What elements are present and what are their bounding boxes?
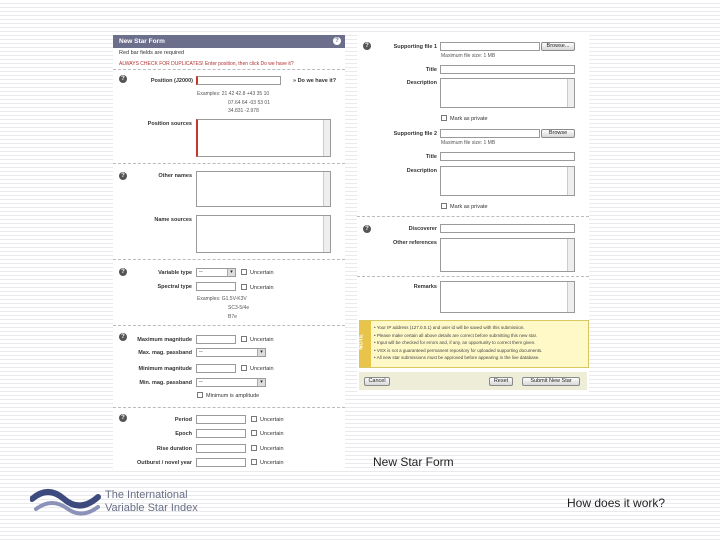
browse-button-1[interactable]: Browse... [541,42,575,51]
remarks-textarea[interactable] [440,281,575,313]
separator [113,259,345,260]
separator [357,216,589,217]
supporting-file-2-input[interactable] [440,129,540,138]
note-tab-label: NOTE [358,334,365,350]
left-form-panel [113,33,345,468]
help-icon[interactable]: ? [363,225,371,233]
help-icon[interactable]: ? [363,42,371,50]
note-item: • Input will be checked for errors and, if any, an opportunity to correct them given. [374,340,536,346]
help-icon[interactable]: ? [119,75,127,83]
max-mag-passband-select[interactable] [196,348,266,357]
description-label-1: Description [406,80,437,86]
duplicate-warning: ALWAYS CHECK FOR DUPLICATES! Enter position, then click Do we have it? [119,61,294,67]
min-mag-passband-select[interactable] [196,378,266,387]
submit-new-star-button[interactable]: Submit New Star [522,377,580,386]
min-magnitude-input[interactable] [196,364,236,373]
spectral-type-uncertain-checkbox[interactable] [241,284,247,290]
min-is-amplitude-label: Minimum is amplitude [206,393,260,399]
rise-duration-input[interactable] [196,444,246,453]
logo-text-line-1: The International [105,489,188,501]
reset-button[interactable]: Reset [489,377,513,386]
uncertain-label: Uncertain [260,446,284,452]
outburst-uncertain-checkbox[interactable] [251,459,257,465]
max-magnitude-label: Maximum magnitude [137,337,192,343]
max-mag-passband-label: Max. mag. passband [138,350,192,356]
discoverer-label: Discoverer [408,226,437,232]
separator [113,69,345,70]
mark-private-checkbox-2[interactable] [441,203,447,209]
vsx-logo [30,486,230,520]
other-references-textarea[interactable] [440,238,575,272]
note-tab [360,321,371,367]
uncertain-label: Uncertain [250,366,274,372]
separator [113,407,345,408]
form-title-bar [113,35,345,48]
supporting-file-1-label: Supporting file 1 [393,44,437,50]
browse-button-2[interactable]: Browse [541,129,575,138]
help-icon[interactable]: ? [119,172,127,180]
cancel-button[interactable]: Cancel [364,377,390,386]
epoch-uncertain-checkbox[interactable] [251,430,257,436]
help-icon[interactable]: ? [119,268,127,276]
required-info: Red bar fields are required [119,50,185,56]
variable-type-select[interactable] [196,268,236,277]
uncertain-label: Uncertain [260,417,284,423]
max-file-size-1: Maximum file size: 1 MB [441,53,496,59]
uncertain-label: Uncertain [260,431,284,437]
position-input[interactable] [196,76,281,85]
do-we-have-it-link[interactable]: » Do we have it? [293,78,337,84]
uncertain-label: Uncertain [250,270,274,276]
epoch-label: Epoch [175,431,192,437]
supporting-file-1-input[interactable] [440,42,540,51]
max-mag-uncertain-checkbox[interactable] [241,336,247,342]
note-list [374,324,542,362]
description-label-2: Description [406,168,437,174]
note-box [359,320,589,368]
max-mag-passband-value: -- [199,349,203,355]
spectral-example-1: Examples: G1.5V-K3V [197,296,247,302]
description-textarea-2[interactable] [440,166,575,196]
uncertain-label: Uncertain [250,337,274,343]
spectral-type-label: Spectral type [157,284,192,290]
variable-type-label: Variable type [158,270,192,276]
separator [113,163,345,164]
how-does-it-work-text: How does it work? [567,496,666,510]
mark-private-label: Mark as private [450,116,488,122]
name-sources-textarea[interactable] [196,215,331,253]
other-names-textarea[interactable] [196,171,331,207]
note-item: • All new star submissions must be approved before appearing in the live database. [374,355,540,361]
uncertain-label: Uncertain [260,460,284,466]
other-names-label: Other names [158,173,192,179]
max-file-size-2: Maximum file size: 1 MB [441,140,496,146]
description-textarea-1[interactable] [440,78,575,108]
outburst-label: Outburst / novel year [136,460,192,466]
vsx-logo-mark-icon [30,487,102,517]
separator [113,325,345,326]
position-sources-textarea[interactable] [196,119,331,157]
title-label-2: Title [425,154,437,160]
min-mag-passband-value: -- [199,379,203,385]
supporting-file-2-label: Supporting file 2 [393,131,437,137]
position-example-1: Examples: 21 42 42.8 +43 35 10 [197,91,270,97]
uncertain-label: Uncertain [250,285,274,291]
form-help-icon[interactable]: ? [333,37,341,45]
spectral-example-3: B7e [228,314,237,320]
help-icon[interactable]: ? [119,333,127,341]
min-is-amplitude-checkbox[interactable] [197,392,203,398]
position-sources-label: Position sources [147,121,192,127]
note-item: • Your IP address (127.0.0.1) and user id will be saved with this submission. [374,325,525,330]
name-sources-label: Name sources [154,217,192,223]
form-title: New Star Form [119,38,165,45]
period-uncertain-checkbox[interactable] [251,416,257,422]
help-icon[interactable]: ? [119,414,127,422]
chevron-down-icon: ▾ [227,269,235,276]
position-example-3: 34.831 -2.978 [228,108,259,114]
mark-private-checkbox-1[interactable] [441,115,447,121]
position-label: Position (J2000) [150,78,193,84]
max-magnitude-input[interactable] [196,335,236,344]
epoch-input[interactable] [196,429,246,438]
other-references-label: Other references [392,240,437,246]
separator [357,276,589,277]
remarks-label: Remarks [413,284,437,290]
spectral-type-input[interactable] [196,282,236,291]
chevron-down-icon: ▾ [257,349,265,356]
discoverer-input[interactable] [440,224,575,233]
variable-type-value: -- [199,269,203,275]
slide-caption: New Star Form [373,455,454,469]
chevron-down-icon: ▾ [257,379,265,386]
note-item: • VSX is not a guaranteed permanent repository for uploaded supporting documents. [374,347,543,353]
logo-text-line-2: Variable Star Index [105,502,198,514]
title-input-2[interactable] [440,152,575,161]
period-label: Period [174,417,192,423]
note-item: • Please make certain all above details are correct before submitting this new star. [374,332,538,338]
title-label-1: Title [425,67,437,73]
min-magnitude-label: Minimum magnitude [138,366,192,372]
rise-duration-uncertain-checkbox[interactable] [251,445,257,451]
variable-type-uncertain-checkbox[interactable] [241,269,247,275]
rise-duration-label: Rise duration [156,446,192,452]
button-bar [359,372,587,390]
mark-private-label: Mark as private [450,204,488,210]
spectral-example-2: SC3-5/4e [228,305,250,311]
right-form-panel [357,33,589,393]
min-mag-passband-label: Min. mag. passband [139,380,192,386]
title-input-1[interactable] [440,65,575,74]
min-mag-uncertain-checkbox[interactable] [241,365,247,371]
outburst-input[interactable] [196,458,246,467]
period-input[interactable] [196,415,246,424]
position-example-2: 07.64 64 -03 53 01 [228,100,270,106]
